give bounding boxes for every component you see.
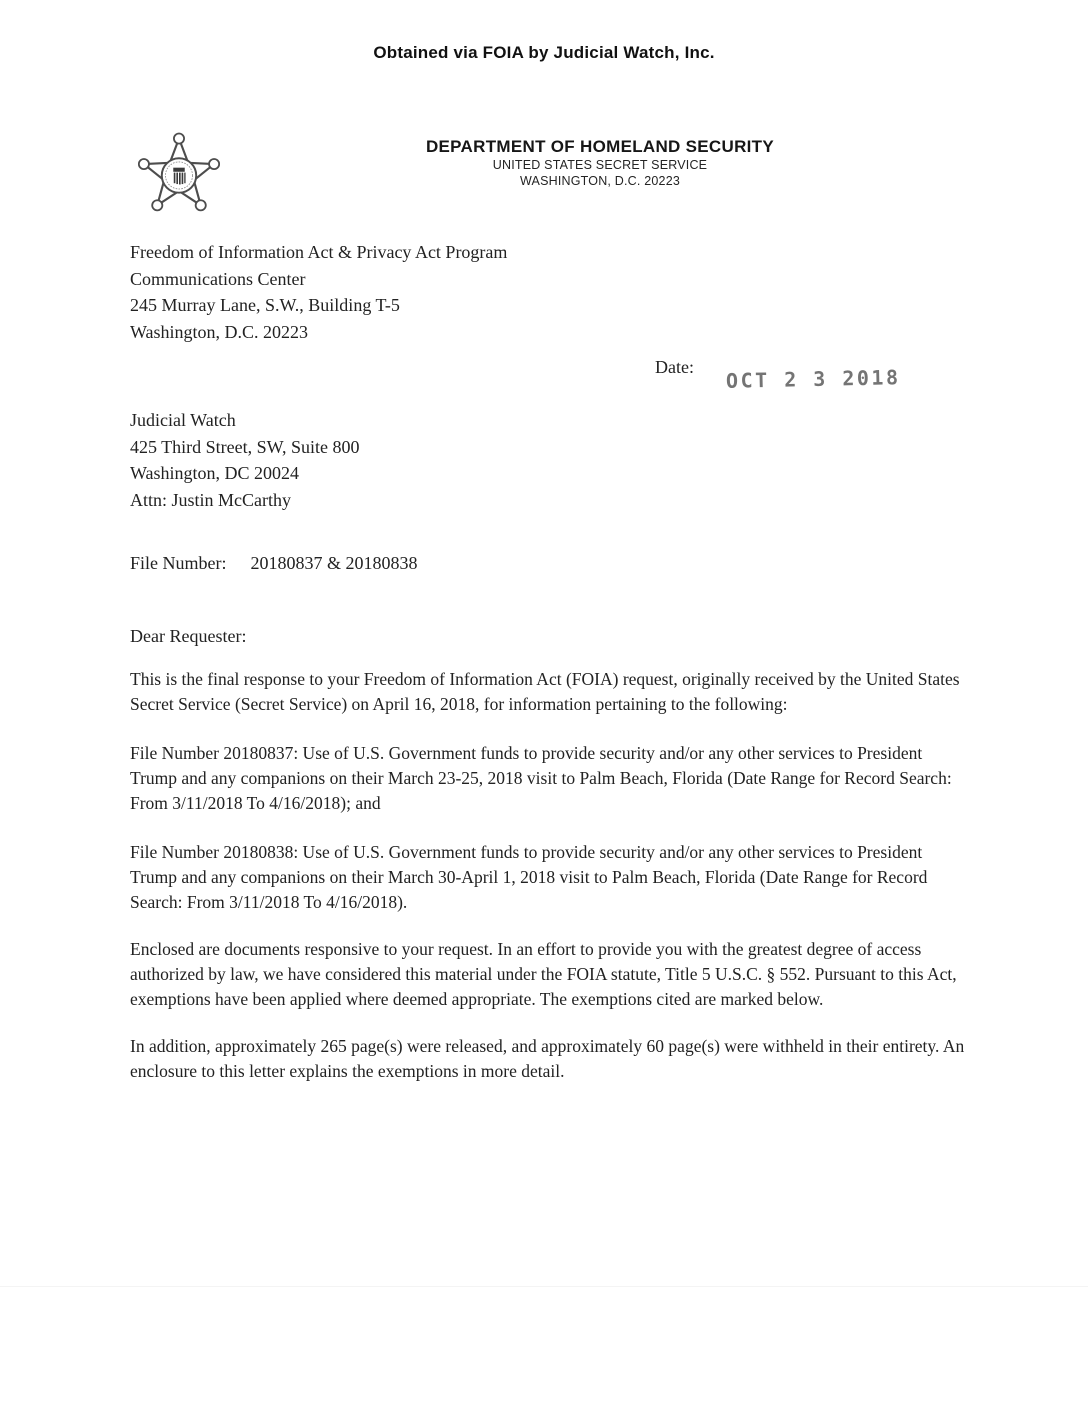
sender-address-line: Washington, D.C. 20223 xyxy=(130,321,309,342)
recipient-address-line: Judicial Watch xyxy=(130,410,236,430)
agency-name: DEPARTMENT OF HOMELAND SECURITY xyxy=(425,137,775,156)
salutation: Dear Requester: xyxy=(130,626,247,646)
date-label: Date: xyxy=(655,357,694,377)
recipient-address-block xyxy=(130,407,1088,513)
body-paragraph-file-20180837: File Number 20180837: Use of U.S. Government funds to provide security and/or any other services to President Trump and any companions on their March 23-25, 2018 visit to Palm Beach, Florida (Date Range for Record Search: From 3/11/2018 To 4/16/2018); and xyxy=(130,743,952,813)
scan-artifact-line xyxy=(0,1286,1088,1287)
file-number-label: File Number: xyxy=(130,553,227,573)
body-paragraph-intro: This is the final response to your Freedom of Information Act (FOIA) request, originally received by the United States Secret Service (Secret Service) on April 16, 2018, for information pertaining to the following: xyxy=(130,669,960,714)
agency-location: WASHINGTON, D.C. 20223 xyxy=(520,174,680,188)
secret-service-star-seal-icon xyxy=(138,127,220,219)
recipient-address-line: 425 Third Street, SW, Suite 800 xyxy=(130,436,360,457)
body-paragraph-enclosed-documents: Enclosed are documents responsive to your request. In an effort to provide you with the greatest degree of access authorized by law, we have considered this material under the FOIA statute, Title 5 U.S.C. § 552. Pursuant to this Act, exemptions have been applied where deemed appropriate. The exemptions cited are marked below. xyxy=(130,939,957,1009)
letterhead xyxy=(0,127,1088,223)
date-stamp: OCT 2 3 2018 xyxy=(725,365,901,393)
file-number-value: 20180837 & 20180838 xyxy=(250,553,418,573)
file-number-row xyxy=(130,553,1088,574)
foia-watermark-text: Obtained via FOIA by Judicial Watch, Inc. xyxy=(373,43,715,62)
sender-address-line: Freedom of Information Act & Privacy Act Program xyxy=(130,242,508,262)
sender-address-line: Communications Center xyxy=(130,268,306,289)
body-paragraph-pages-released: In addition, approximately 265 page(s) were released, and approximately 60 page(s) were withheld in their entirety. An enclosure to this letter explains the exemptions in more detail. xyxy=(130,1036,965,1081)
sender-address-line: 245 Murray Lane, S.W., Building T-5 xyxy=(130,295,400,315)
recipient-address-line: Washington, DC 20024 xyxy=(130,463,300,483)
agency-header-block xyxy=(320,137,880,189)
sub-agency-name: UNITED STATES SECRET SERVICE xyxy=(492,158,708,172)
body-paragraph-file-20180838: File Number 20180838: Use of U.S. Government funds to provide security and/or any other services to President Trump and any companions on their March 30-April 1, 2018 visit to Palm Beach, Florida (Date Range for Record Search: From 3/11/2018 To 4/16/2018). xyxy=(130,842,928,912)
sender-address-block xyxy=(130,239,1088,345)
date-row xyxy=(0,355,1088,403)
recipient-address-line: Attn: Justin McCarthy xyxy=(130,489,291,510)
